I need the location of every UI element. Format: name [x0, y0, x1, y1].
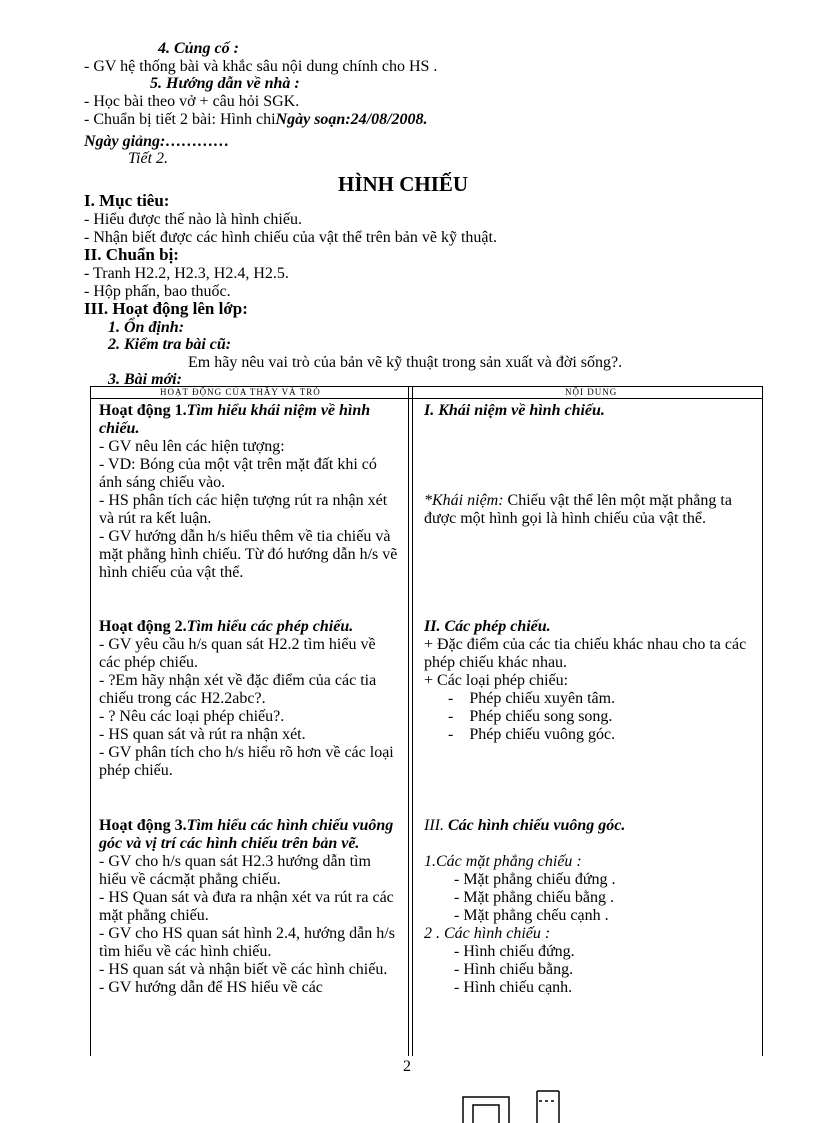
section-huong-dan: 5. Hướng dẫn về nhà : [150, 75, 300, 92]
activity-3: Hoạt động 3.Tìm hiểu các hình chiếu vuông góc và vị trí các hình chiếu trên bản vẽ. - GV cho h/s quan sát H2.3 hướng dẫn tìm hiểu về cácmặt phẳng chiếu. - HS Quan sát và đưa ra nhận xét va rút ra các mặt phẳng chiếu. - GV cho HS quan sát hình 2.4, hướng dẫn h/s tìm hiểu về các hình chiếu. - HS quan sát và nhận biết về các hình chiếu. - GV hướng dẫn để HS hiểu về các [99, 817, 395, 996]
content-3: III. Các hình chiếu vuông góc. 1.Các mặt phẳng chiếu : - Mặt phẳng chiếu đứng . - Mặt phẳng chiếu bằng . - Mặt phẳng chếu cạnh . 2 . Các hình chiếu : - Hình chiếu đứng. - Hình chiếu bằng. - Hình chiếu cạnh. [424, 817, 626, 996]
heading-muc-tieu: I. Mục tiêu: [84, 191, 170, 210]
sub-kiem-tra: 2. Kiểm tra bài cũ: [108, 336, 232, 353]
page-number: 2 [403, 1058, 411, 1075]
question-text: Em hãy nêu vai trò của bản vẽ kỹ thuật trong sản xuất và đời sống?. [188, 354, 623, 371]
tiet-label: Tiết 2. [128, 150, 169, 167]
section-cung-co: 4. Củng cố : [158, 40, 239, 57]
heading-chuan-bi: II. Chuẩn bị: [84, 245, 179, 264]
text-line: - GV hệ thống bài và khắc sâu nội dung chính cho HS . [84, 58, 438, 75]
projection-drawing-icon [455, 1085, 575, 1123]
text-line: - Hộp phấn, bao thuốc. [84, 283, 231, 300]
table-border-right [762, 386, 763, 1056]
header-hoat-dong: HOẠT ĐỘNG CỦA THẦY VÀ TRÒ [160, 387, 321, 397]
activity-2: Hoạt động 2.Tìm hiểu các phép chiếu. - GV yêu cầu h/s quan sát H2.2 tìm hiểu về các phép chiếu. - ?Em hãy nhận xét về đặc điểm của các tia chiếu trong các H2.2abc?. - ? Nêu các loại phép chiếu?. - HS quan sát và rút ra nhận xét. - GV phân tích cho h/s hiểu rõ hơn về các loại phép chiếu. [99, 618, 394, 779]
page-title: HÌNH CHIẾU [338, 172, 469, 196]
table-border-left [90, 386, 91, 1056]
text-line: - Chuẩn bị tiết 2 bài: Hình chiNgày soạn:24/08/2008. [84, 111, 428, 128]
lesson-table [90, 386, 763, 1056]
heading-hoat-dong: III. Hoạt động lên lớp: [84, 299, 248, 318]
content-2: II. Các phép chiếu. + Đặc điểm của các tia chiếu khác nhau cho ta các phép chiếu khác nhau. + Các loại phép chiếu: - Phép chiếu xuyên tâm. - Phép chiếu song song. - Phép chiếu vuông góc. [424, 618, 747, 743]
activity-1: Hoạt động 1.Tìm hiểu khái niệm về hình chiếu. - GV nêu lên các hiện tượng: - VD: Bóng của một vật trên mặt đất khi có ánh sáng chiếu vào. - HS phân tích các hiện tượng rút ra nhận xét và rút ra kết luận. - GV hướng dẫn h/s hiểu thêm về tia chiếu và mặt phẳng hình chiếu. Từ đó hướng dẫn h/s vẽ hình chiếu của vật thể. [99, 402, 398, 581]
table-header-divider [90, 398, 763, 399]
table-column-divider-1 [408, 386, 409, 1056]
table-column-divider-2 [412, 386, 413, 1056]
header-noi-dung: NỘI DUNG [565, 387, 618, 397]
text-line: - Nhận biết được các hình chiếu của vật thể trên bản vẽ kỹ thuật. [84, 229, 497, 246]
text-line: - Tranh H2.2, H2.3, H2.4, H2.5. [84, 265, 289, 282]
sub-on-dinh: 1. Ổn định: [108, 319, 185, 336]
content-1: I. Khái niệm về hình chiếu. *Khái niệm: Chiếu vật thể lên một mặt phẳng ta được một hình gọi là hình chiếu của vật thể. [424, 402, 732, 527]
ngay-soan: Ngày soạn:24/08/2008. [275, 111, 428, 128]
ngay-giang: Ngày giảng:………… [84, 133, 230, 150]
text-line: - Hiểu được thế nào là hình chiếu. [84, 211, 302, 228]
sub-bai-moi: 3. Bài mới: [108, 371, 182, 388]
text-line: - Học bài theo vở + câu hỏi SGK. [84, 93, 300, 110]
